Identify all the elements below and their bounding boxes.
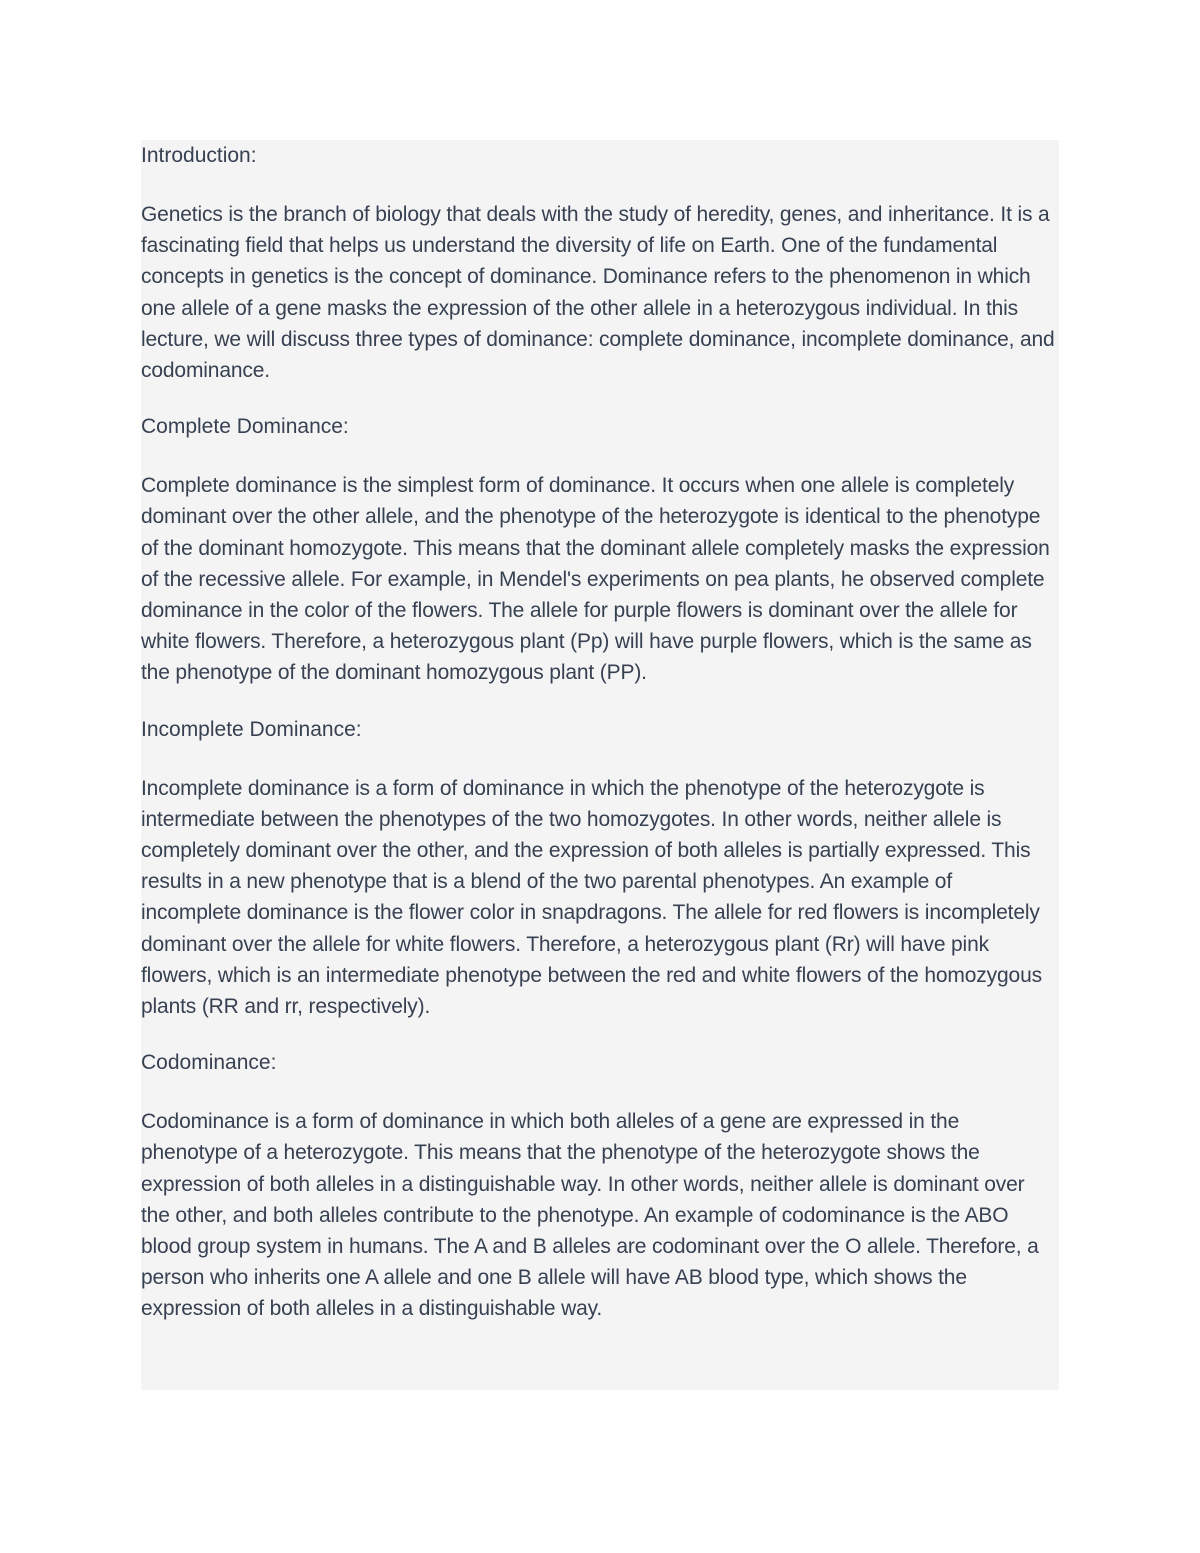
complete-dominance-heading: Complete Dominance: [141, 415, 349, 439]
introduction-paragraph: Genetics is the branch of biology that deals with the study of heredity, genes, and inheritance. It is a fascinating field that helps us understand the diversity of life on Earth. One of the fundamental concepts in genetics is the concept of dominance. Dominance refers to the phenomenon in which one allele of a gene masks the expression of the other allele in a heterozygous individual. In this lecture, we will discuss three types of dominance: complete dominance, incomplete dominance, and codominance. [141, 203, 1055, 383]
incomplete-dominance-heading: Incomplete Dominance: [141, 717, 362, 741]
codominance-heading: Codominance: [141, 1051, 277, 1075]
introduction-heading: Introduction: [141, 144, 257, 167]
incomplete-dominance-paragraph: Incomplete dominance is a form of dominance in which the phenotype of the heterozygote is intermediate between the phenotypes of the two homozygotes. In other words, neither allele is completely dominant over the other, and the expression of both alleles is partially expressed. This results in a new phenotype that is a blend of the two parental phenotypes. An example of incomplete dominance is the flower color in snapdragons. The allele for red flowers is incompletely dominant over the allele for white flowers. Therefore, a heterozygous plant (Rr) will have pink flowers, which is an intermediate phenotype between the red and white flowers of the homozygous plants (RR and rr, respectively). [141, 776, 1042, 1019]
codominance-paragraph: Codominance is a form of dominance in which both alleles of a gene are expressed in the phenotype of a heterozygote. This means that the phenotype of the heterozygote shows the expression of both alleles in a distinguishable way. In other words, neither allele is dominant over the other, and both alleles contribute to the phenotype. An example of codominance is the ABO blood group system in humans. The A and B alleles are codominant over the O allele. Therefore, a person who inherits one A allele and one B allele will have AB blood type, which shows the expression of both alleles in a distinguishable way. [141, 1110, 1039, 1321]
document-text-block [141, 140, 1059, 1390]
complete-dominance-paragraph: Complete dominance is the simplest form of dominance. It occurs when one allele is completely dominant over the other allele, and the phenotype of the heterozygote is identical to the phenotype of the dominant homozygote. This means that the dominant allele completely masks the expression of the recessive allele. For example, in Mendel's experiments on pea plants, he observed complete dominance in the color of the flowers. The allele for purple flowers is dominant over the allele for white flowers. Therefore, a heterozygous plant (Pp) will have purple flowers, which is the same as the phenotype of the dominant homozygous plant (PP). [141, 474, 1050, 685]
